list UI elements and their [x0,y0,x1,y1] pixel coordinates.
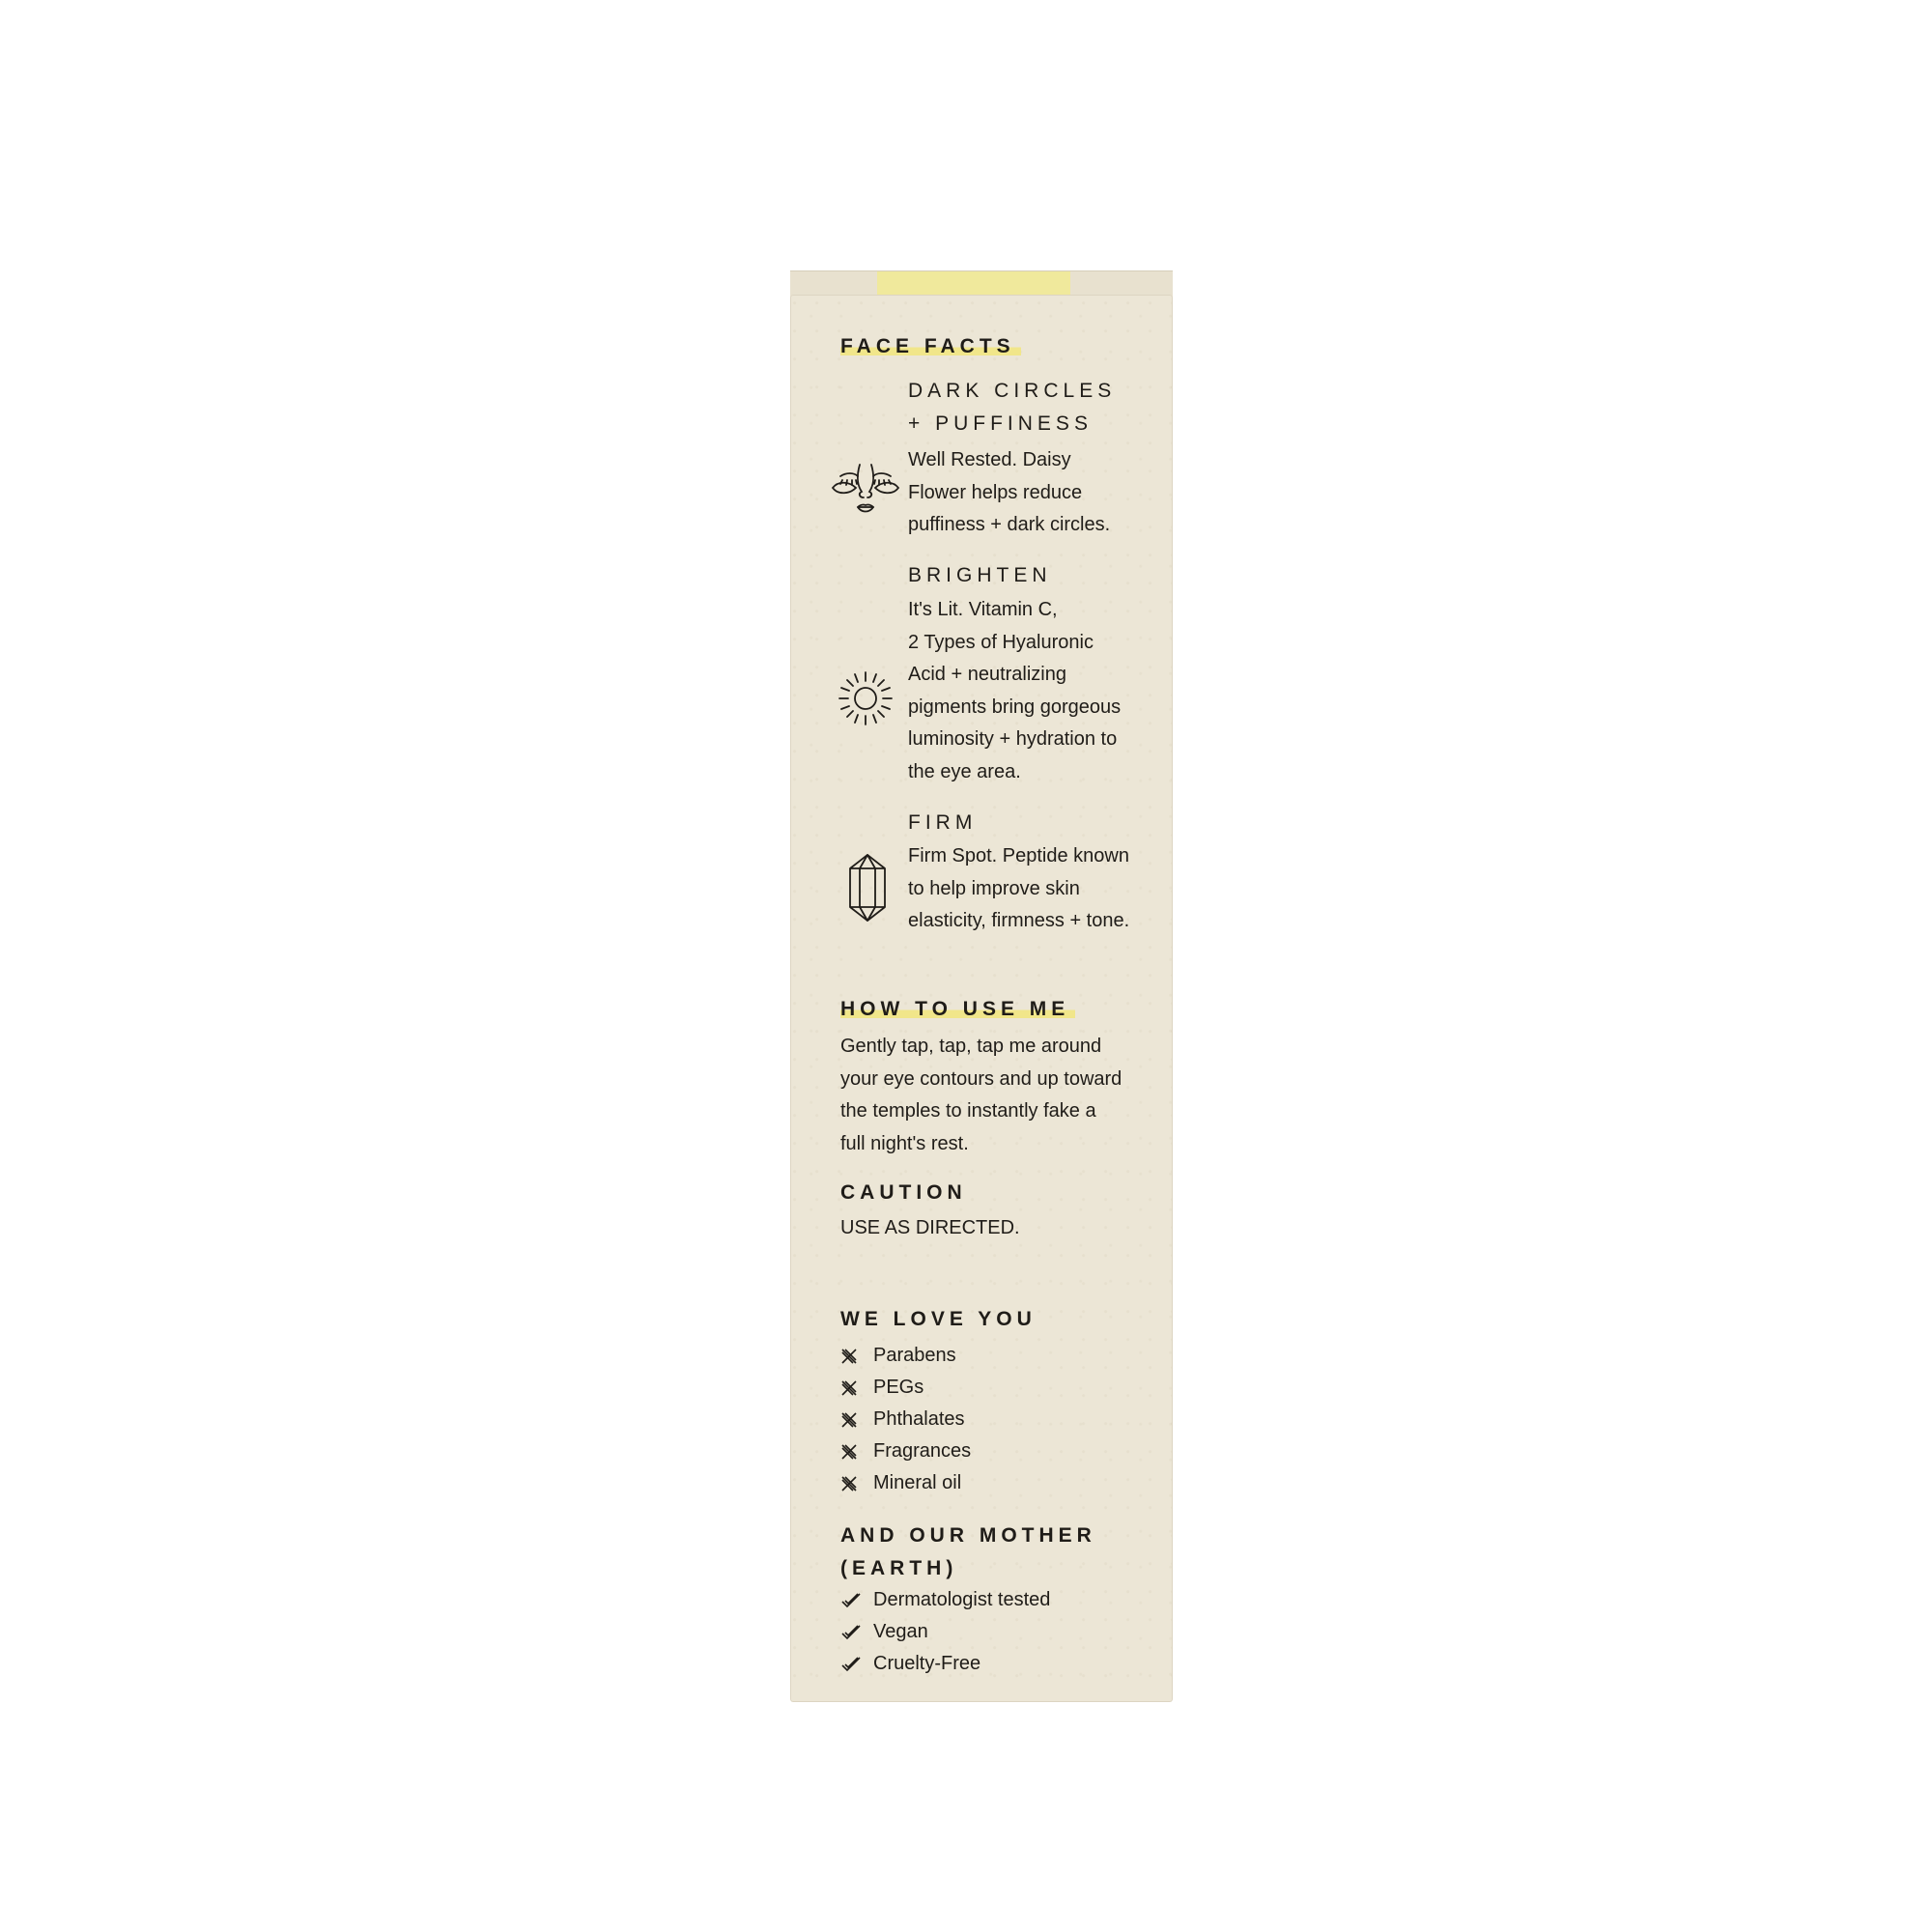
how-to-use-heading: HOW TO USE ME [840,998,1075,1021]
sun-icon [837,669,895,727]
mother-earth-heading: AND OUR MOTHER (EARTH) [840,1524,1096,1579]
cross-icon [840,1378,873,1398]
list-item: Cruelty-Free [840,1648,980,1680]
check-icon [840,1623,873,1642]
cross-icon [840,1347,873,1366]
check-icon [840,1591,873,1610]
crystal-icon [846,853,889,923]
dark-circles-body: Well Rested. Daisy Flower helps reduce puffiness + dark circles. [908,449,1111,535]
list-item: Vegan [840,1616,928,1648]
firm-body: Firm Spot. Peptide known to help improve skin elasticity, firmness + tone. [908,845,1130,931]
brighten-body: It's Lit. Vitamin C, 2 Types of Hyaluronic Acid + neutralizing pigments bring gorgeous luminosity + hydration to the eye area. [908,599,1122,782]
how-to-use-body: Gently tap, tap, tap me around your eye contours and up toward the temples to instantly fake a full night's rest. [840,1036,1122,1154]
list-item: Mineral oil [840,1467,961,1499]
list-item: PEGs [840,1372,923,1404]
list-item: Parabens [840,1340,956,1372]
list-item: Dermatologist tested [840,1584,1050,1616]
we-love-you-heading: WE LOVE YOU [840,1308,1037,1330]
cross-icon [840,1442,873,1462]
brighten-title: BRIGHTEN [908,564,1052,586]
firm-title: FIRM [908,811,978,834]
face-facts-heading: FACE FACTS [840,335,1021,358]
caution-heading: CAUTION [840,1181,967,1204]
dark-circles-title: DARK CIRCLES + PUFFINESS [908,380,1117,435]
list-item: Fragrances [840,1435,971,1467]
check-icon [840,1655,873,1674]
cross-icon [840,1474,873,1493]
list-item: Phthalates [840,1404,965,1435]
face-icon [829,459,902,521]
product-box [790,295,1173,1702]
caution-body: USE AS DIRECTED. [840,1217,1020,1238]
cross-icon [840,1410,873,1430]
